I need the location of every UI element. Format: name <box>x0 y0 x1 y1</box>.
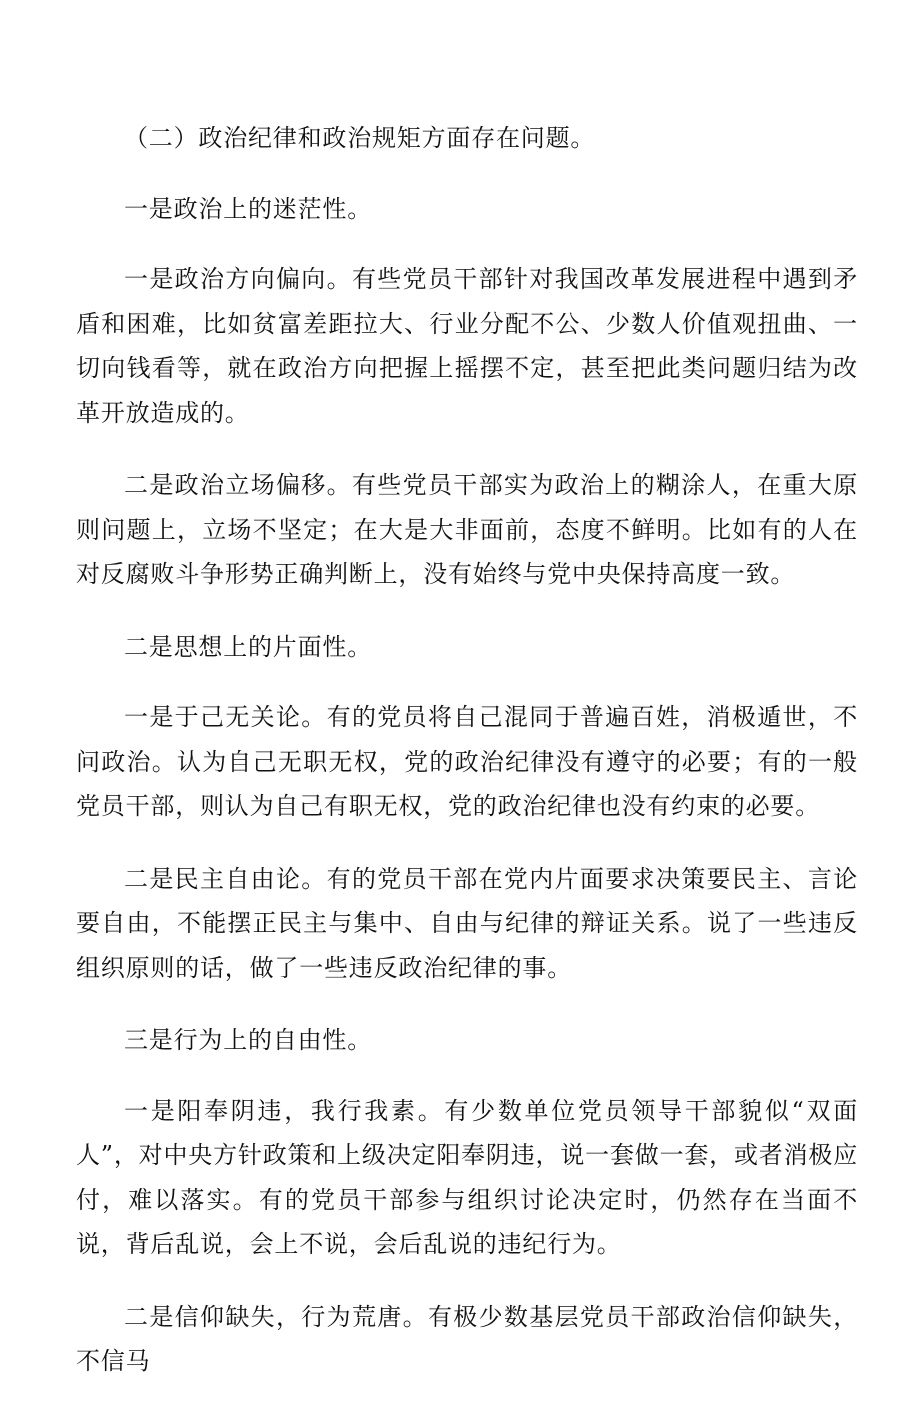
paragraph-political-stance: 二是政治立场偏移。有些党员干部实为政治上的糊涂人，在重大原则问题上，立场不坚定；在大是大非面前，态度不鲜明。比如有的人在对反腐败斗争形势正确判断上，没有始终与党中央保持高度一致。 <box>76 471 858 588</box>
document-body <box>76 116 858 1412</box>
subsection-heading-1: 一是政治上的迷茫性。 <box>124 194 372 223</box>
subsection-heading-3: 三是行为上的自由性。 <box>124 1026 372 1054</box>
paragraph-irrelevance-theory: 一是于己无关论。有的党员将自己混同于普遍百姓，消极遁世，不问政治。认为自己无职无权，党的政治纪律没有遵守的必要；有的一般党员干部，则认为自己有职无权，党的政治纪律也没有约束的必要。 <box>76 703 858 820</box>
subsection-heading-2: 二是思想上的片面性。 <box>124 632 372 661</box>
paragraph-political-direction: 一是政治方向偏向。有些党员干部针对我国改革发展进程中遇到矛盾和困难，比如贫富差距拉大、行业分配不公、少数人价值观扭曲、一切向钱看等，就在政治方向把握上摇摆不定，甚至把此类问题归结为改革开放造成的。 <box>76 265 858 427</box>
paragraph-duplicity: 一是阳奉阴违，我行我素。有少数单位党员领导干部貌似“双面人”，对中央方针政策和上级决定阳奉阴违，说一套做一套，或者消极应付，难以落实。有的党员干部参与组织讨论决定时，仍然存在当面不说，背后乱说，会上不说，会后乱说的违纪行为。 <box>76 1096 858 1258</box>
section-heading: （二）政治纪律和政治规矩方面存在问题。 <box>124 124 596 152</box>
paragraph-democracy-freedom-theory: 二是民主自由论。有的党员干部在党内片面要求决策要民主、言论要自由，不能摆正民主与集中、自由与纪律的辩证关系。说了一些违反组织原则的话，做了一些违反政治纪律的事。 <box>76 864 858 982</box>
paragraph-lack-of-faith: 二是信仰缺失，行为荒唐。有极少数基层党员干部政治信仰缺失，不信马 <box>76 1302 858 1375</box>
